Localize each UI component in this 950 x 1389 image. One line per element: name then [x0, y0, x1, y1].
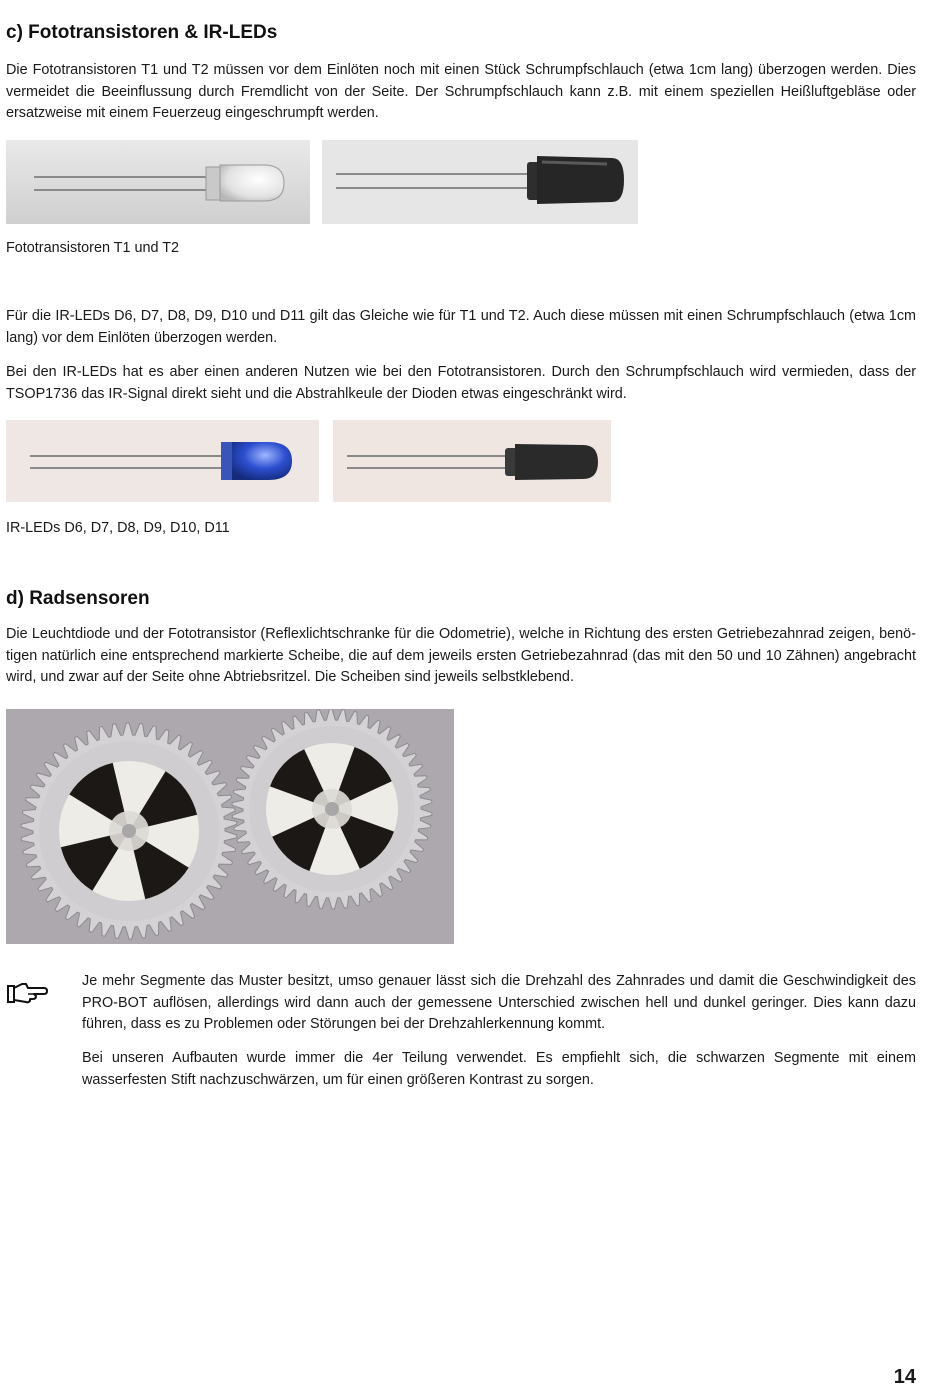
section-c-paragraph-3: Bei den IR-LEDs hat es aber einen anderen Nutzen wie bei den Fototransistoren. Durch den Schrumpfschlauch wird vermieden, dass der TSOP1736 das IR-Signal direkt sieht und die Abstrahlkeule der Dioden etwas eingeschränkt wird.	[6, 364, 916, 402]
ir-led-shrink-tube-photo	[333, 420, 611, 502]
section-d-heading: d) Radsensoren	[6, 588, 150, 609]
phototransistor-bare-photo	[6, 140, 310, 224]
section-c-heading: c) Fototransistoren & IR-LEDs	[6, 22, 278, 43]
gear-encoder-discs-photo	[6, 709, 454, 944]
page-number: 14	[893, 1366, 916, 1388]
note-paragraph-1: Je mehr Segmente das Muster besitzt, umso genauer lässt sich die Drehzahl des Zahnrades und damit die Geschwindigkeit des PRO-BOT auflösen, allerdings wird dann auch der gemessene Unterschied zwischen hell und dunkel geringer. Dies kann dazu führen, dass es zu Problemen oder Störungen bei der Drehzahlerkennung kommt.	[82, 973, 916, 1032]
ir-led-bare-photo	[6, 420, 319, 502]
pointing-hand-icon	[6, 980, 48, 1004]
caption-ir-leds: IR-LEDs D6, D7, D8, D9, D10, D11	[6, 520, 230, 536]
section-c-paragraph-2: Für die IR-LEDs D6, D7, D8, D9, D10 und D11 gilt das Gleiche wie für T1 und T2. Auch diese müssen mit einen Schrumpfschlauch (etwa 1cm lang) vor dem Einlöten überzogen werden.	[6, 308, 916, 346]
note-paragraph-2: Bei unseren Aufbauten wurde immer die 4er Teilung verwendet. Es empfiehlt sich, die schwarzen Segmente mit einem wasserfesten Stift nachzuschwärzen, um für einen größeren Kontrast zu sorgen.	[82, 1050, 916, 1088]
phototransistor-shrink-tube-photo	[322, 140, 638, 224]
caption-phototransistors: Fototransistoren T1 und T2	[6, 240, 180, 256]
section-d-paragraph-1: Die Leuchtdiode und der Fototransistor (Reflexlichtschranke für die Odometrie), welche in Richtung des ersten Getriebezahnrad zeigen, benötigen natürlich eine entsprechend markierte Scheibe, die auf dem jeweils ersten Getriebezahnrad (das mit den 50 und 10 Zähnen) angebracht wird, und zwar auf der Seite ohne Abtriebsritzel. Die Scheiben sind jeweils selbstklebend.	[6, 626, 916, 685]
section-c-paragraph-1: Die Fototransistoren T1 und T2 müssen vor dem Einlöten noch mit einen Stück Schrumpfschlauch (etwa 1cm lang) überzogen werden. Dies vermeidet die Beeinflussung durch Fremdlicht von der Seite. Der Schrumpfschlauch kann z.B. mit einem speziellen Heißluftgebläse oder ersatzweise mit einem Feuerzeug eingeschrumpft werden.	[6, 62, 916, 121]
